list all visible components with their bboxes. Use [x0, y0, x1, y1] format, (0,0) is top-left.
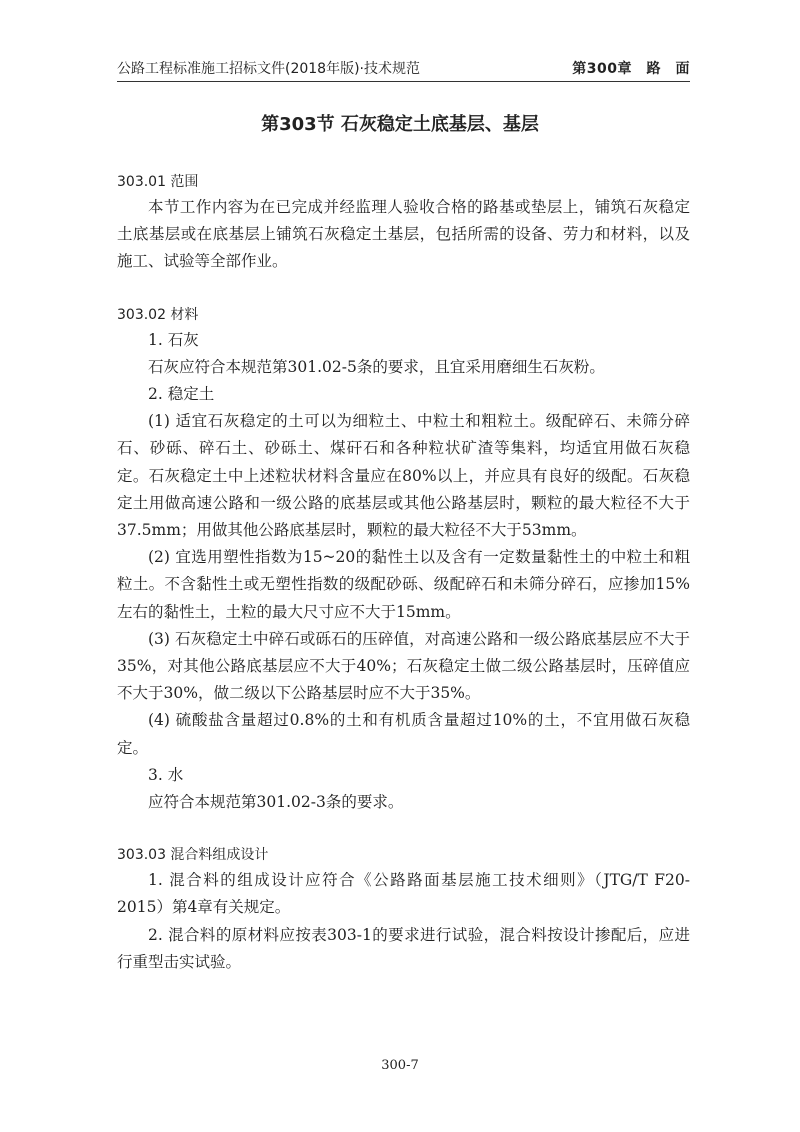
item-heading-water: 3. 水	[148, 765, 184, 784]
page-number: 300-7	[381, 1058, 419, 1073]
running-header	[117, 54, 690, 82]
paragraph-mix-2: 2. 混合料的原材料应按表303-1的要求进行试验，混合料按设计掺配后，应进行重型击实试验。	[117, 925, 690, 971]
item-heading-lime: 1. 石灰	[148, 330, 199, 349]
section-heading-mix-design: 303.03 混合料组成设计	[117, 847, 269, 864]
header-doc-title: 公路工程标准施工招标文件(2018年版)·技术规范	[117, 61, 421, 77]
paragraph-scope: 本节工作内容为在已完成并经监理人验收合格的路基或垫层上，铺筑石灰稳定土底基层或在底基层上铺筑石灰稳定土基层，包括所需的设备、劳力和材料，以及施工、试验等全部作业。	[117, 198, 690, 271]
paragraph-soil-3: (3) 石灰稳定土中碎石或砾石的压碎值，对高速公路和一级公路底基层应不大于35%，对其他公路底基层应不大于40%；石灰稳定土做二级公路基层时，压碎值应不大于30%，做二级以下公路基层时应不大于35%。	[117, 629, 690, 703]
paragraph-soil-4: (4) 硫酸盐含量超过0.8%的土和有机质含量超过10%的土，不宜用做石灰稳定。	[117, 711, 690, 757]
section-heading-materials: 303.02 材料	[117, 306, 199, 323]
paragraph-soil-1: (1) 适宜石灰稳定的土可以为细粒土、中粒土和粗粒土。级配碎石、未筛分碎石、砂砾、碎石土、砂砾土、煤矸石和各种粒状矿渣等集料，均适宜用做石灰稳定。石灰稳定土中上述粒状材料含量应在80%以上，并应具有良好的级配。石灰稳定土用做高速公路和一级公路的底基层或其他公路基层时，颗粒的最大粒径不大于37.5mm；用做其他公路底基层时，颗粒的最大粒径不大于53mm。	[117, 412, 690, 540]
header-chapter: 第300章 路 面	[572, 61, 690, 77]
section-title: 第303节 石灰稳定土底基层、基层	[261, 114, 539, 135]
paragraph-mix-1: 1. 混合料的组成设计应符合《公路路面基层施工技术细则》（JTG/T F20-2015）第4章有关规定。	[117, 871, 690, 917]
page-body	[117, 170, 690, 976]
item-heading-stabilized-soil: 2. 稳定土	[148, 385, 215, 404]
section-heading-scope: 303.01 范围	[117, 174, 199, 190]
paragraph-water: 应符合本规范第301.02-3条的要求。	[148, 793, 404, 812]
paragraph-soil-2: (2) 宜选用塑性指数为15~20的黏性土以及含有一定数量黏性土的中粒土和粗粒土。不含黏性土或无塑性指数的级配砂砾、级配碎石和未筛分碎石，应掺加15%左右的黏性土，土粒的最大尺寸应不大于15mm。	[117, 548, 690, 621]
paragraph-lime: 石灰应符合本规范第301.02-5条的要求，且宜采用磨细生石灰粉。	[148, 357, 605, 376]
